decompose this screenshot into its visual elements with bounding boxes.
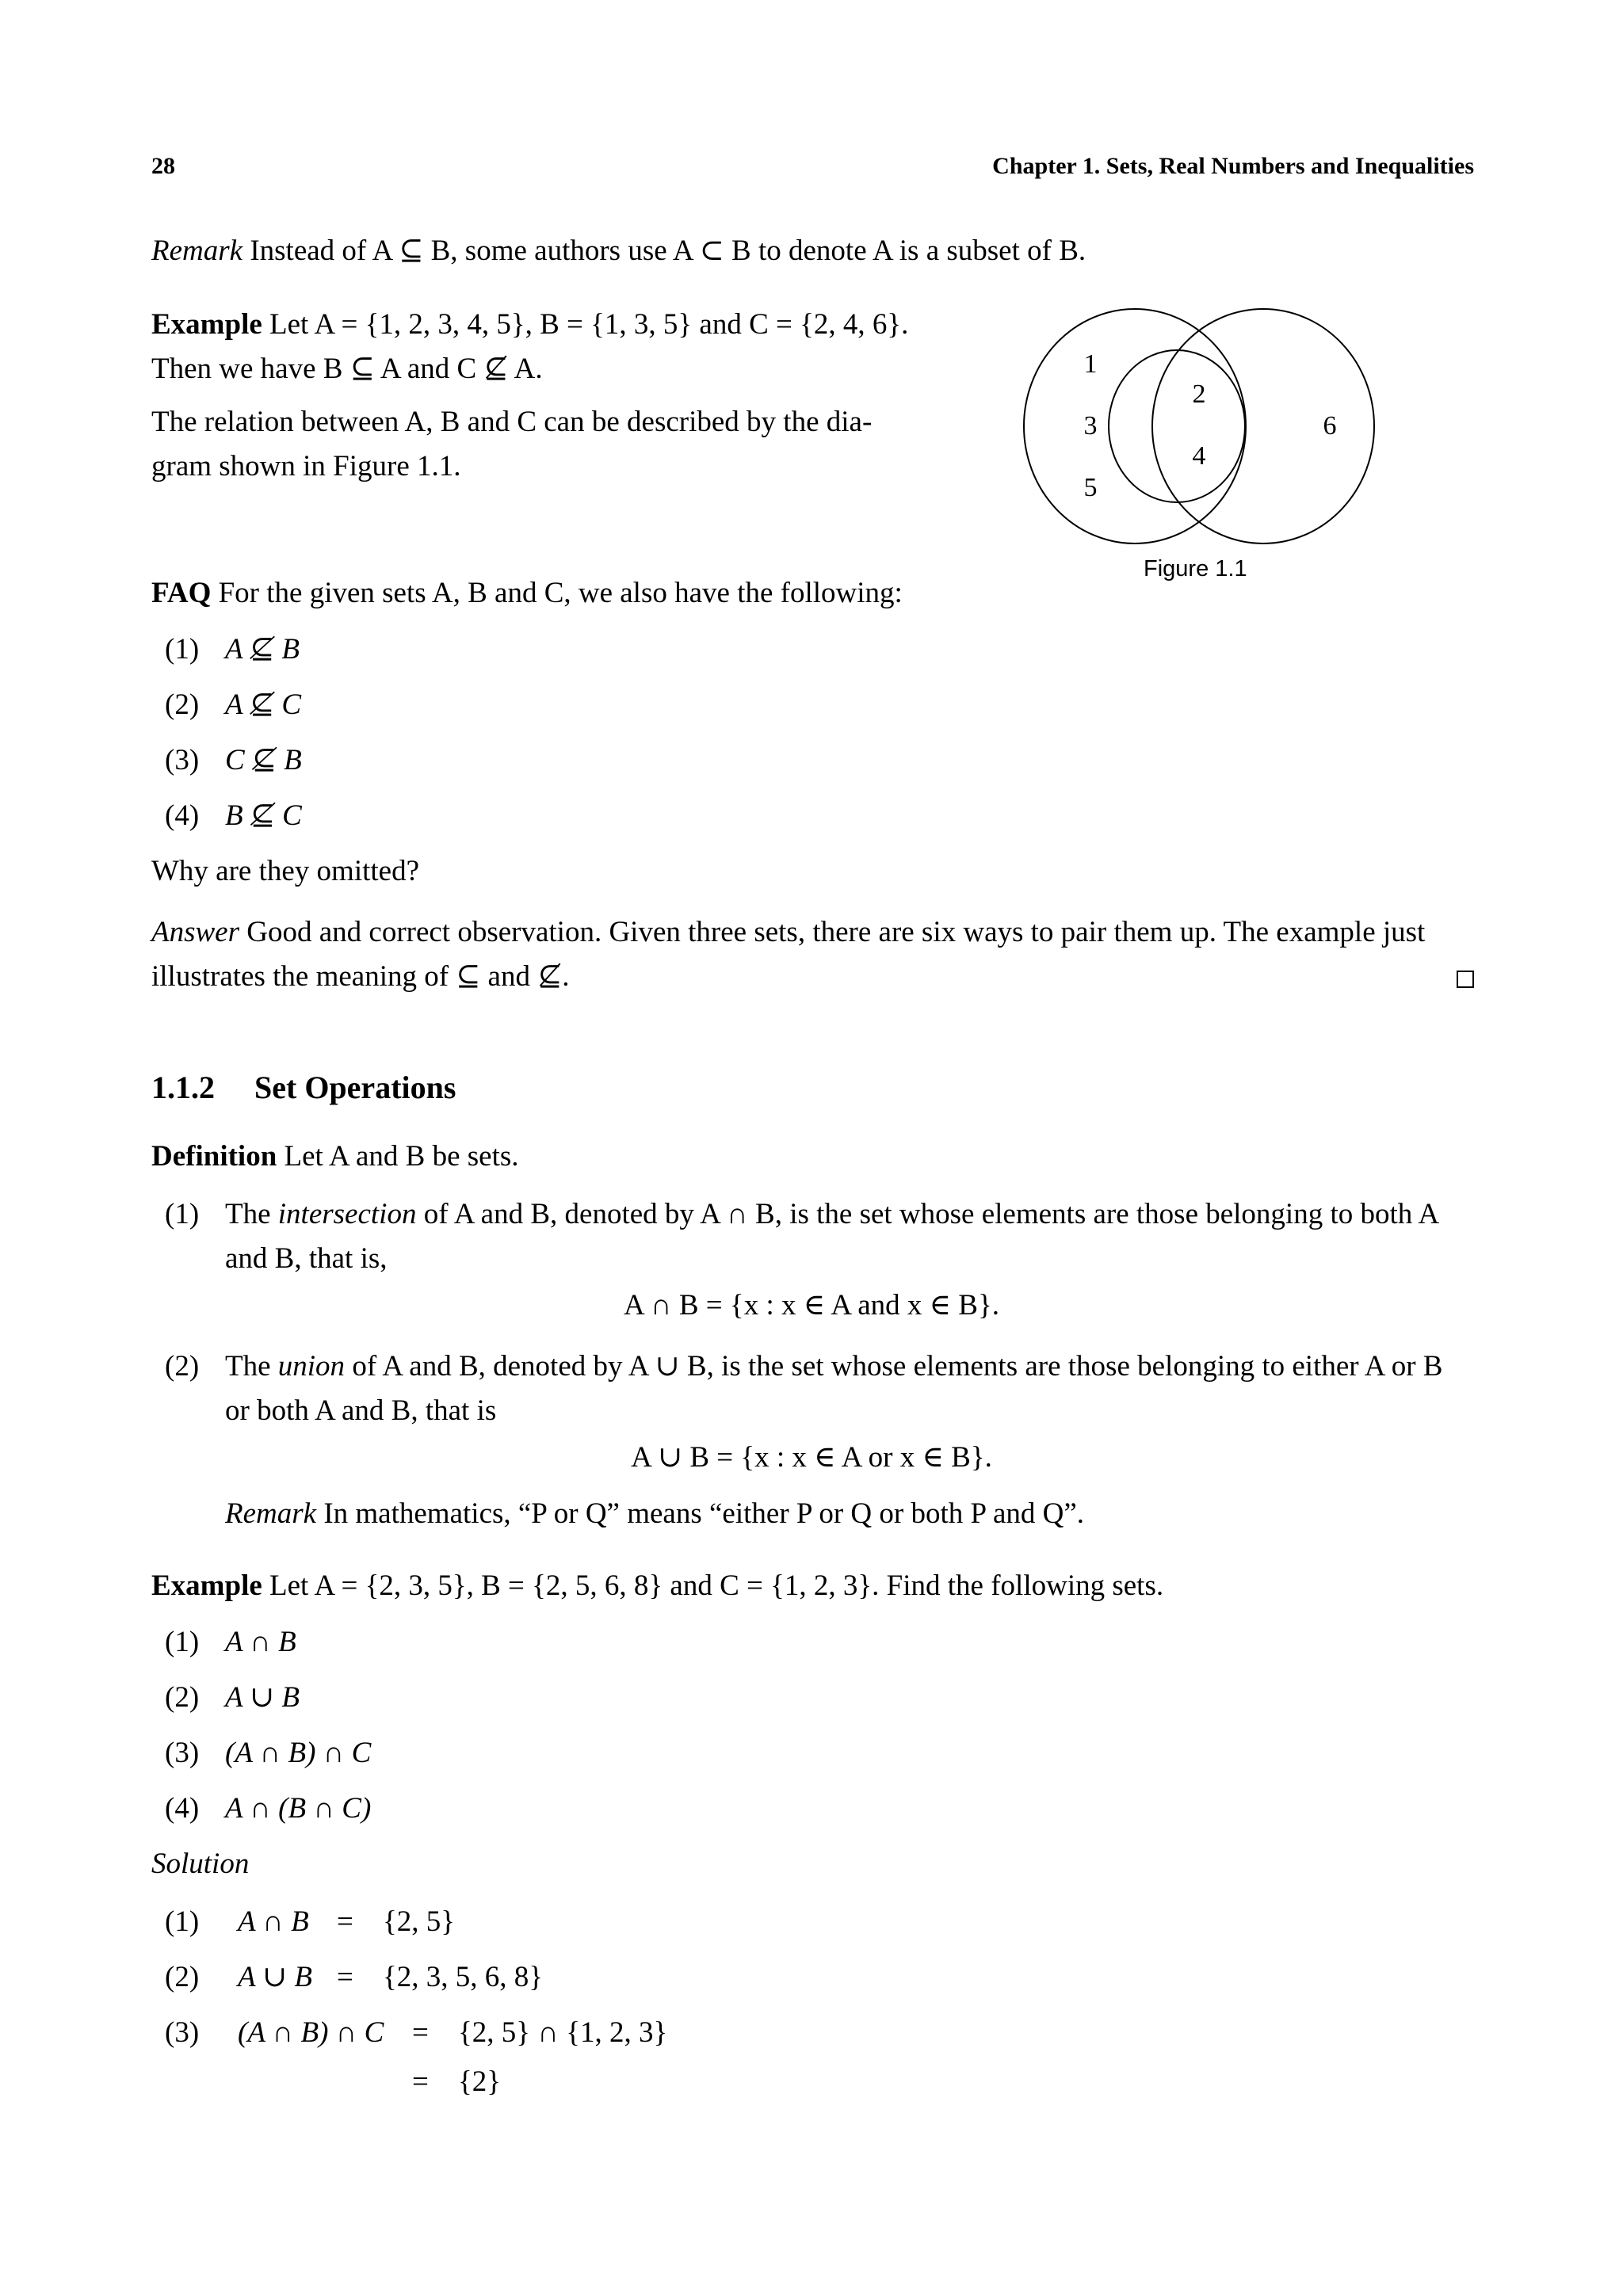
solution-rhs: {2, 3, 5, 6, 8} (383, 1961, 544, 1993)
answer-line-2: illustrates the meaning of ⊆ and ⊈. (151, 960, 570, 993)
definition-item (0, 1344, 1623, 1389)
solution-rhs: {2} (458, 2065, 502, 2098)
list-item-number: (2) (165, 1681, 200, 1714)
list-item (0, 1676, 1623, 1720)
solution-equals: = (412, 2065, 429, 2098)
list-item (0, 627, 1623, 672)
example-line-4: gram shown in Figure 1.1. (151, 450, 461, 482)
example-text: Let A = {2, 3, 5}, B = {2, 5, 6, 8} and C = {1, 2, 3}. Find the following sets. (269, 1569, 1164, 1602)
section-heading (151, 1069, 456, 1106)
definition-item (0, 1192, 1623, 1237)
solution-row (0, 1900, 1623, 1944)
solution-equals: = (337, 1905, 353, 1938)
answer-text: Good and correct observation. Given three sets, there are six ways to pair them up. The example just (246, 916, 1426, 948)
intersection-formula: A ∩ B = {x : x ∈ A and x ∈ B}. (623, 1289, 999, 1322)
definition-paragraph (151, 1135, 519, 1179)
list-item-text: A ∩ (B ∩ C) (225, 1792, 372, 1825)
venn-element: 4 (1192, 441, 1206, 471)
list-item-number: (4) (165, 1792, 200, 1825)
solution-row-number: (2) (165, 1961, 200, 1993)
section-title: Set Operations (254, 1070, 456, 1105)
list-item-number: (1) (165, 1626, 200, 1658)
set-b-circle (1109, 350, 1245, 502)
venn-element: 5 (1083, 473, 1098, 502)
definition-item-number: (2) (165, 1350, 200, 1383)
definition-text: Let A and B be sets. (284, 1140, 519, 1173)
venn-element: 3 (1083, 411, 1098, 441)
list-item (0, 1731, 1623, 1775)
list-item (0, 683, 1623, 727)
answer-line-1 (151, 910, 1425, 955)
solution-lhs: A ∪ B (238, 1961, 313, 1993)
example-2-paragraph (151, 1564, 1163, 1608)
definition-item-number: (1) (165, 1198, 200, 1230)
qed-square-icon (1457, 971, 1474, 988)
running-header: Chapter 1. Sets, Real Numbers and Inequalities (992, 153, 1474, 179)
page-number: 28 (151, 153, 175, 179)
list-item (0, 794, 1623, 838)
solution-lhs: A ∩ B (238, 1905, 309, 1938)
solution-equals: = (337, 1961, 353, 1993)
solution-row (0, 2060, 1623, 2104)
list-item-text: A ∩ B (225, 1626, 296, 1658)
solution-row (0, 2011, 1623, 2055)
remark-label: Remark (225, 1497, 317, 1530)
solution-rhs: {2, 5} ∩ {1, 2, 3} (458, 2016, 668, 2049)
solution-lhs: (A ∩ B) ∩ C (238, 2016, 384, 2049)
venn-element: 1 (1083, 349, 1098, 379)
solution-row-number: (1) (165, 1905, 200, 1938)
section-number: 1.1.2 (151, 1070, 215, 1105)
union-formula: A ∪ B = {x : x ∈ A or x ∈ B}. (631, 1441, 992, 1474)
example-line-3: The relation between A, B and C can be described by the dia- (151, 406, 873, 438)
definition-term: intersection (277, 1198, 417, 1230)
solution-label: Solution (151, 1848, 250, 1880)
list-item-number: (3) (165, 1737, 200, 1769)
list-item-text: (A ∩ B) ∩ C (225, 1737, 372, 1769)
definition-item-text: The (225, 1198, 271, 1230)
definition-item-line: or both A and B, that is (225, 1394, 497, 1427)
venn-element: 2 (1192, 379, 1206, 409)
union-remark (225, 1492, 1084, 1536)
remark-text: Instead of A ⊆ B, some authors use A ⊂ B to denote A is a subset of B. (250, 235, 1086, 267)
definition-label: Definition (151, 1140, 277, 1173)
list-item-number: (1) (165, 633, 200, 666)
definition-item-text: of A and B, denoted by A ∪ B, is the set whose elements are those belonging to either A or B (352, 1350, 1443, 1383)
example-line-1 (151, 303, 908, 347)
venn-element: 6 (1323, 411, 1337, 441)
faq-question: Why are they omitted? (151, 855, 420, 887)
list-item-text: C ⊈ B (225, 744, 302, 776)
list-item-text: A ∪ B (225, 1681, 300, 1714)
list-item-number: (3) (165, 744, 200, 776)
venn-diagram (999, 301, 1411, 563)
list-item (0, 1620, 1623, 1665)
solution-row (0, 1955, 1623, 2000)
definition-item-line: and B, that is, (225, 1242, 388, 1275)
example-text: Let A = {1, 2, 3, 4, 5}, B = {1, 3, 5} and C = {2, 4, 6}. (269, 308, 909, 341)
example-label: Example (151, 308, 262, 341)
solution-row-number: (3) (165, 2016, 200, 2049)
example-label: Example (151, 1569, 262, 1602)
remark-text: In mathematics, “P or Q” means “either P or Q or both P and Q”. (323, 1497, 1085, 1530)
list-item-text: B ⊈ C (225, 799, 302, 832)
example-line-2: Then we have B ⊆ A and C ⊈ A. (151, 353, 543, 385)
list-item (0, 1787, 1623, 1831)
faq-paragraph (151, 571, 903, 616)
figure-caption: Figure 1.1 (1144, 556, 1247, 582)
list-item-number: (4) (165, 799, 200, 832)
definition-item-text: The (225, 1350, 271, 1383)
list-item (0, 738, 1623, 783)
definition-term: union (277, 1350, 346, 1383)
faq-label: FAQ (151, 577, 212, 609)
answer-label: Answer (151, 916, 239, 948)
definition-item-text: of A and B, denoted by A ∩ B, is the set whose elements are those belonging to both A (423, 1198, 1440, 1230)
remark-label: Remark (151, 235, 243, 267)
set-c-circle (1152, 309, 1374, 543)
remark-paragraph (151, 229, 1086, 273)
solution-equals: = (412, 2016, 429, 2049)
list-item-number: (2) (165, 688, 200, 721)
set-a-circle (1024, 309, 1246, 543)
list-item-text: A ⊈ C (225, 688, 302, 721)
faq-text: For the given sets A, B and C, we also have the following: (218, 577, 903, 609)
solution-rhs: {2, 5} (383, 1905, 456, 1938)
list-item-text: A ⊈ B (225, 633, 300, 666)
